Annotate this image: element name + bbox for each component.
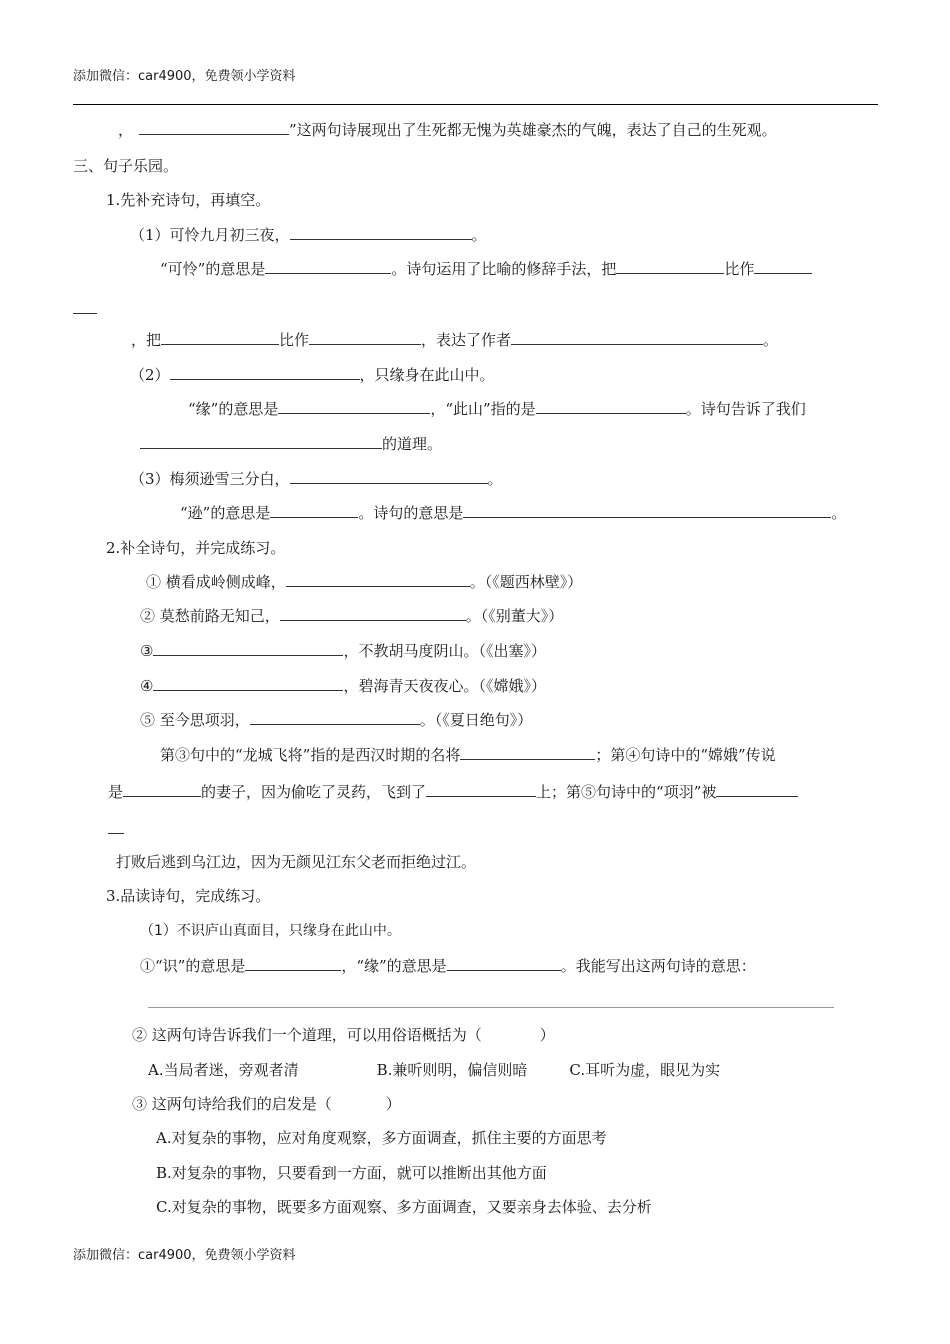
option-c[interactable]: C.耳听为虚，眼见为实 (569, 1061, 721, 1079)
question-1-1 (130, 224, 487, 246)
question-2-3 (140, 640, 546, 662)
question-1-1-b (131, 329, 778, 351)
question-2-4 (140, 675, 546, 697)
text: ，只缘身在此山中。 (359, 366, 495, 384)
section-3-title: 三、句子乐园。 (73, 157, 179, 175)
blank-1[interactable] (153, 675, 343, 691)
text: “可怜”的意思是 (160, 260, 266, 278)
blank-1[interactable] (460, 744, 595, 760)
wrap-blank[interactable] (108, 833, 124, 834)
question-2-title: 2.补全诗句，并完成练习。 (106, 539, 286, 557)
question-2-paragraph-3: 打败后逃到乌江边，因为无颜见江东父老而拒绝过江。 (116, 853, 477, 871)
text: ③ (140, 642, 154, 660)
text: “缘”的意思是 (188, 400, 279, 418)
question-1-2-b (140, 433, 442, 455)
text: （3）梅须逊雪三分白， (130, 470, 290, 488)
blank-2[interactable] (616, 258, 724, 274)
question-3-3-option-b[interactable]: B.对复杂的事物，只要看到一方面，就可以推断出其他方面 (156, 1164, 547, 1182)
blank-2[interactable] (426, 781, 536, 797)
text: ） (539, 1026, 555, 1044)
blank-1[interactable] (140, 433, 382, 449)
blank-3[interactable] (754, 258, 812, 274)
blank-1[interactable] (270, 502, 358, 518)
text: ④ (140, 677, 154, 695)
question-1-3 (130, 468, 503, 490)
header-rule (73, 104, 878, 105)
option-b[interactable]: B.兼听则明，偏信则暗 (376, 1061, 528, 1079)
text: ，“此山”指的是 (430, 400, 536, 418)
answer-line[interactable] (148, 1007, 834, 1008)
question-1-2-a (188, 398, 806, 420)
text: ，表达了作者 (421, 331, 512, 349)
blank-1[interactable] (161, 329, 279, 345)
text: 。 (763, 331, 779, 349)
text: 。（《夏日绝句》） (419, 711, 533, 729)
text: ⑤ 至今思项羽， (140, 711, 250, 729)
question-3-1 (140, 955, 756, 977)
text: ） (385, 1095, 401, 1113)
question-2-paragraph-2 (108, 781, 798, 803)
blank-1[interactable] (250, 709, 420, 725)
question-2-5 (140, 709, 532, 731)
text: 比作 (724, 260, 755, 278)
text: 的道理。 (382, 435, 443, 453)
question-2-1 (146, 571, 582, 593)
question-3-2-options (148, 1059, 720, 1081)
question-2-paragraph-1 (160, 744, 776, 766)
question-1-2 (130, 364, 495, 386)
question-2-2 (140, 605, 563, 627)
text: ①“识”的意思是 (140, 957, 246, 975)
text: ，“缘”的意思是 (341, 957, 447, 975)
text: 。 (487, 470, 503, 488)
question-3-3-option-c[interactable]: C.对复杂的事物，既要多方面观察、多方面调查，又要亲身去体验、去分析 (156, 1198, 652, 1216)
poem-line-end (118, 119, 777, 141)
text: 比作 (279, 331, 310, 349)
text: ③ 这两句诗给我们的启发是（ (132, 1095, 332, 1113)
text: 上；第⑤句诗中的“项羽”被 (536, 783, 717, 801)
text: ， (118, 121, 134, 139)
text: 。诗句的意思是 (358, 504, 464, 522)
blank-1[interactable] (286, 571, 470, 587)
blank-2[interactable] (536, 398, 686, 414)
question-3-3 (132, 1093, 401, 1115)
question-1-title: 1.先补充诗句，再填空。 (106, 191, 271, 209)
question-3-title: 3.品读诗句，完成练习。 (106, 887, 271, 905)
question-3-3-option-a[interactable]: A.对复杂的事物，应对角度观察，多方面调查，抓住主要的方面思考 (156, 1129, 607, 1147)
question-1-3-a (180, 502, 846, 524)
text: 。（《别董大》） (465, 607, 564, 625)
text: ② 这两句诗告诉我们一个道理，可以用俗语概括为（ (132, 1026, 482, 1044)
blank-1[interactable] (290, 224, 472, 240)
text: ，不教胡马度阴山。（《出塞》） (343, 642, 546, 660)
text: 。（《题西林壁》） (469, 573, 583, 591)
text: “逊”的意思是 (180, 504, 271, 522)
text: ，把 (131, 331, 162, 349)
text: 是 (108, 783, 124, 801)
blank-1[interactable] (170, 364, 360, 380)
blank-1[interactable] (280, 605, 466, 621)
text: 。 (471, 226, 487, 244)
blank-1[interactable] (245, 955, 341, 971)
blank-1[interactable] (265, 258, 391, 274)
blank-3[interactable] (716, 781, 798, 797)
text: （1）可怜九月初三夜， (130, 226, 290, 244)
blank-1[interactable] (139, 119, 289, 135)
blank-1[interactable] (153, 640, 343, 656)
blank-2[interactable] (463, 502, 831, 518)
blank-2[interactable] (447, 955, 561, 971)
text: （2） (130, 366, 170, 384)
text: 。诗句运用了比喻的修辞手法，把 (391, 260, 617, 278)
blank-1[interactable] (123, 781, 201, 797)
text: 。我能写出这两句诗的意思： (560, 957, 756, 975)
text: 第③句中的“龙城飞将”指的是西汉时期的名将 (160, 746, 461, 764)
text: 。 (831, 504, 847, 522)
blank-3[interactable] (511, 329, 763, 345)
text: 的妻子，因为偷吃了灵药，飞到了 (201, 783, 427, 801)
blank-2[interactable] (309, 329, 421, 345)
blank-1[interactable] (278, 398, 430, 414)
blank-1[interactable] (290, 468, 488, 484)
text: ；第④句诗中的“嫦娥”传说 (595, 746, 776, 764)
page-footer: 添加微信：car4900，免费领小学资料 (73, 1248, 296, 1263)
wrap-blank[interactable] (73, 313, 97, 314)
text: 。诗句告诉了我们 (685, 400, 806, 418)
text: ，碧海青天夜夜心。（《嫦娥》） (343, 677, 546, 695)
text: ② 莫愁前路无知己， (140, 607, 280, 625)
text: ① 横看成岭侧成峰， (146, 573, 286, 591)
text: ”这两句诗展现出了生死都无愧为英雄豪杰的气魄，表达了自己的生死观。 (289, 121, 777, 139)
question-3-2 (132, 1024, 555, 1046)
page-header: 添加微信：car4900，免费领小学资料 (73, 69, 296, 84)
question-1-1-a (160, 258, 812, 280)
question-3-poem: （1）不识庐山真面目，只缘身在此山中。 (140, 923, 401, 939)
option-a[interactable]: A.当局者迷，旁观者清 (148, 1061, 299, 1079)
